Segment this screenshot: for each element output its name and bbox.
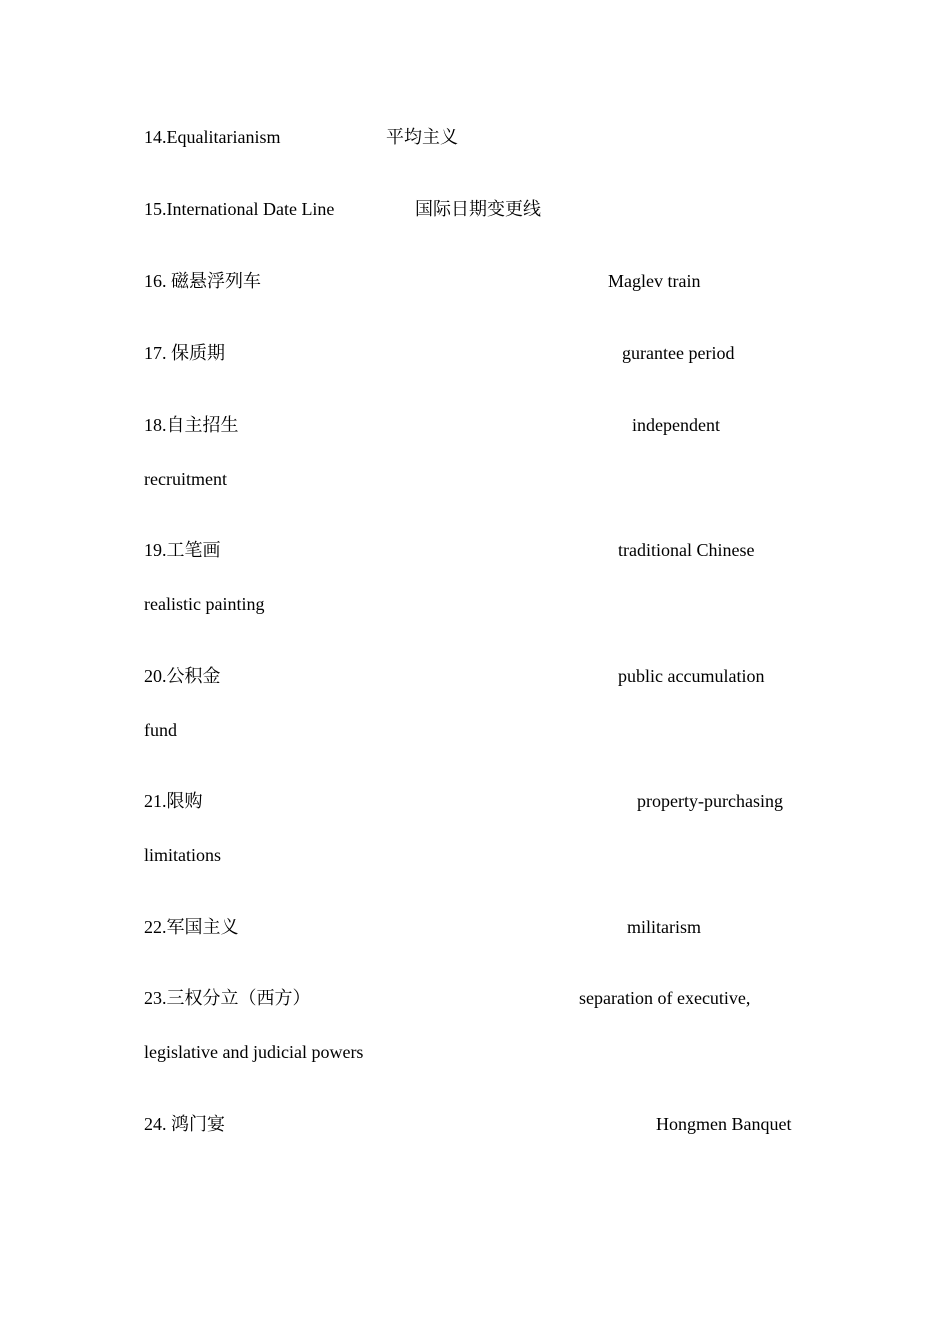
entry-19-term: 19.工笔画 bbox=[144, 540, 221, 560]
entry-14-translation: 平均主义 bbox=[386, 127, 458, 147]
entry-22-term: 22.军国主义 bbox=[144, 917, 239, 937]
entry-18-term: 18.自主招生 bbox=[144, 415, 239, 435]
entry-23-continuation: legislative and judicial powers bbox=[144, 1042, 364, 1062]
entry-18-continuation: recruitment bbox=[144, 469, 227, 489]
entry-16-term: 16. 磁悬浮列车 bbox=[144, 271, 261, 291]
entry-22-translation: militarism bbox=[627, 917, 701, 937]
entry-17-translation: gurantee period bbox=[622, 343, 735, 363]
entry-20-term: 20.公积金 bbox=[144, 666, 221, 686]
entry-21-continuation: limitations bbox=[144, 845, 222, 865]
entry-18-translation: independent bbox=[632, 415, 720, 435]
entry-23-term: 23.三权分立（西方） bbox=[144, 988, 311, 1008]
entry-21-term: 21.限购 bbox=[144, 791, 203, 811]
entry-15-translation: 国际日期变更线 bbox=[415, 199, 541, 219]
entry-15-term: 15.International Date Line bbox=[144, 199, 335, 219]
entry-16-translation: Maglev train bbox=[608, 271, 701, 291]
entry-14-term: 14.Equalitarianism bbox=[144, 127, 281, 147]
entry-24-translation: Hongmen Banquet bbox=[656, 1114, 792, 1134]
entry-20-continuation: fund bbox=[144, 720, 177, 740]
entry-24-term: 24. 鸿门宴 bbox=[144, 1114, 225, 1134]
entry-19-continuation: realistic painting bbox=[144, 594, 265, 614]
entry-21-translation: property-purchasing bbox=[637, 791, 783, 811]
entry-17-term: 17. 保质期 bbox=[144, 343, 225, 363]
entry-23-translation: separation of executive, bbox=[579, 988, 751, 1008]
entry-19-translation: traditional Chinese bbox=[618, 540, 755, 560]
entry-20-translation: public accumulation bbox=[618, 666, 765, 686]
